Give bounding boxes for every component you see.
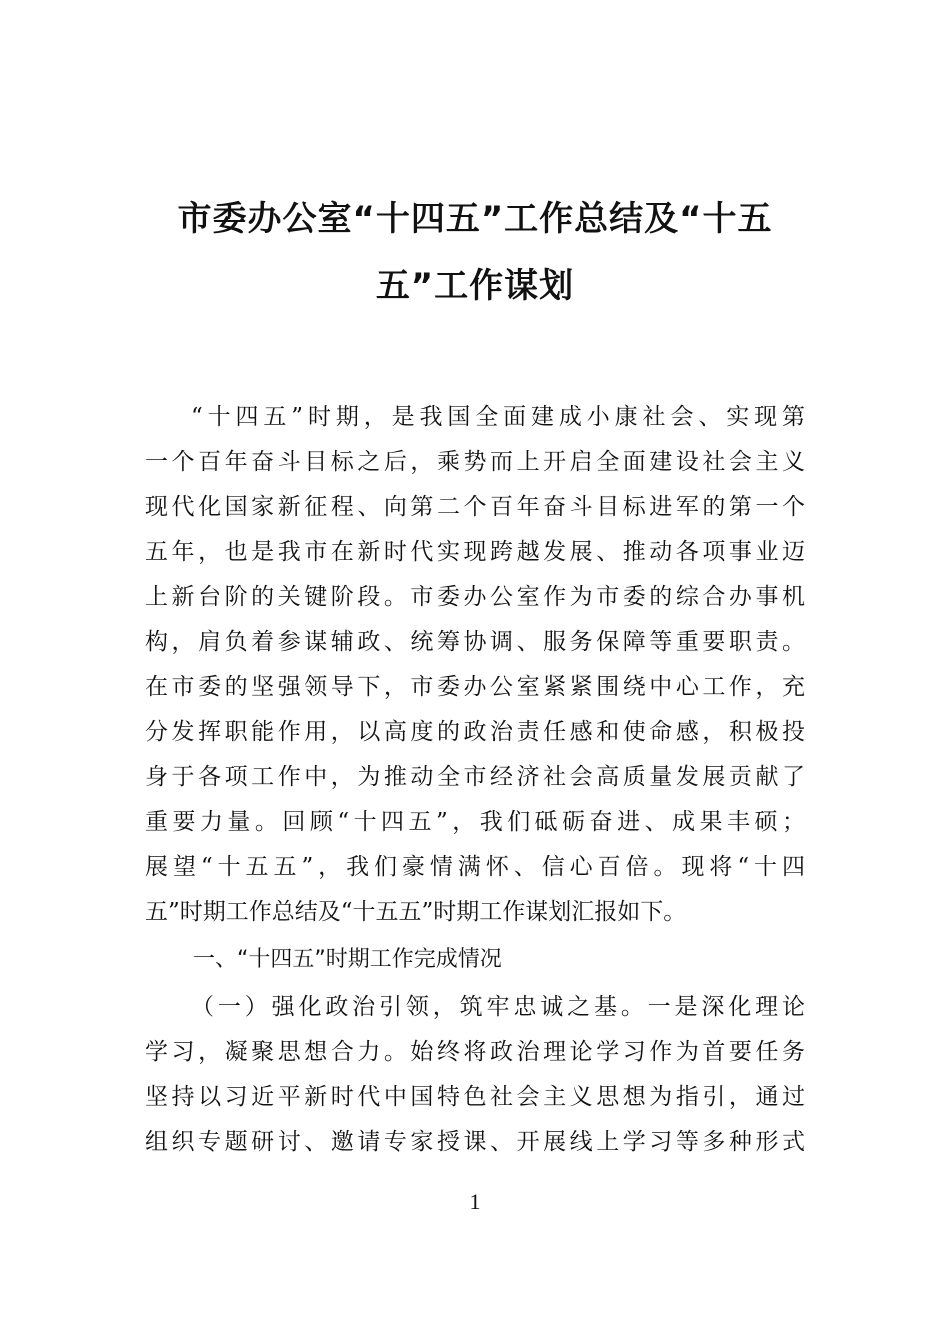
intro-paragraph-line: 分发挥职能作用，以高度的政治责任感和使命感，积极投 <box>145 719 805 745</box>
intro-paragraph-line: 五年，也是我市在新时代实现跨越发展、推动各项事业迈 <box>145 539 805 565</box>
intro-paragraph-line: 身于各项工作中，为推动全市经济社会高质量发展贡献了 <box>145 764 805 790</box>
section-heading: 一、“十四五”时期工作完成情况 <box>193 947 502 972</box>
section-paragraph-line: 组织专题研讨、邀请专家授课、开展线上学习等多种形式 <box>145 1129 805 1155</box>
section-paragraph-line: 学习，凝聚思想合力。始终将政治理论学习作为首要任务 <box>145 1039 805 1065</box>
intro-paragraph-line: 重要力量。回顾“十四五”，我们砥砺奋进、成果丰硕； <box>145 809 805 835</box>
page-number: 1 <box>469 1189 481 1214</box>
intro-paragraph-line: 在市委的坚强领导下，市委办公室紧紧围绕中心工作，充 <box>145 674 805 700</box>
section-paragraph-line: （一）强化政治引领，筑牢忠诚之基。一是深化理论 <box>191 994 805 1020</box>
intro-paragraph-line: “十四五”时期，是我国全面建成小康社会、实现第 <box>191 404 805 430</box>
intro-paragraph-line: 五”时期工作总结及“十五五”时期工作谋划汇报如下。 <box>145 899 687 925</box>
intro-paragraph-line: 展望“十五五”，我们豪情满怀、信心百倍。现将“十四 <box>145 854 805 880</box>
intro-paragraph-line: 构，肩负着参谋辅政、统筹协调、服务保障等重要职责。 <box>145 629 805 655</box>
intro-paragraph-line: 一个百年奋斗目标之后，乘势而上开启全面建设社会主义 <box>145 449 805 475</box>
intro-paragraph-line: 上新台阶的关键阶段。市委办公室作为市委的综合办事机 <box>145 584 805 610</box>
intro-paragraph-line: 现代化国家新征程、向第二个百年奋斗目标进军的第一个 <box>145 494 805 520</box>
document-body <box>145 395 805 1165</box>
document-title-line-1: 市委办公室“十四五”工作总结及“十五 <box>177 199 773 239</box>
section-paragraph-line: 坚持以习近平新时代中国特色社会主义思想为指引，通过 <box>145 1084 805 1110</box>
document-title-line-2: 五”工作谋划 <box>375 266 575 306</box>
